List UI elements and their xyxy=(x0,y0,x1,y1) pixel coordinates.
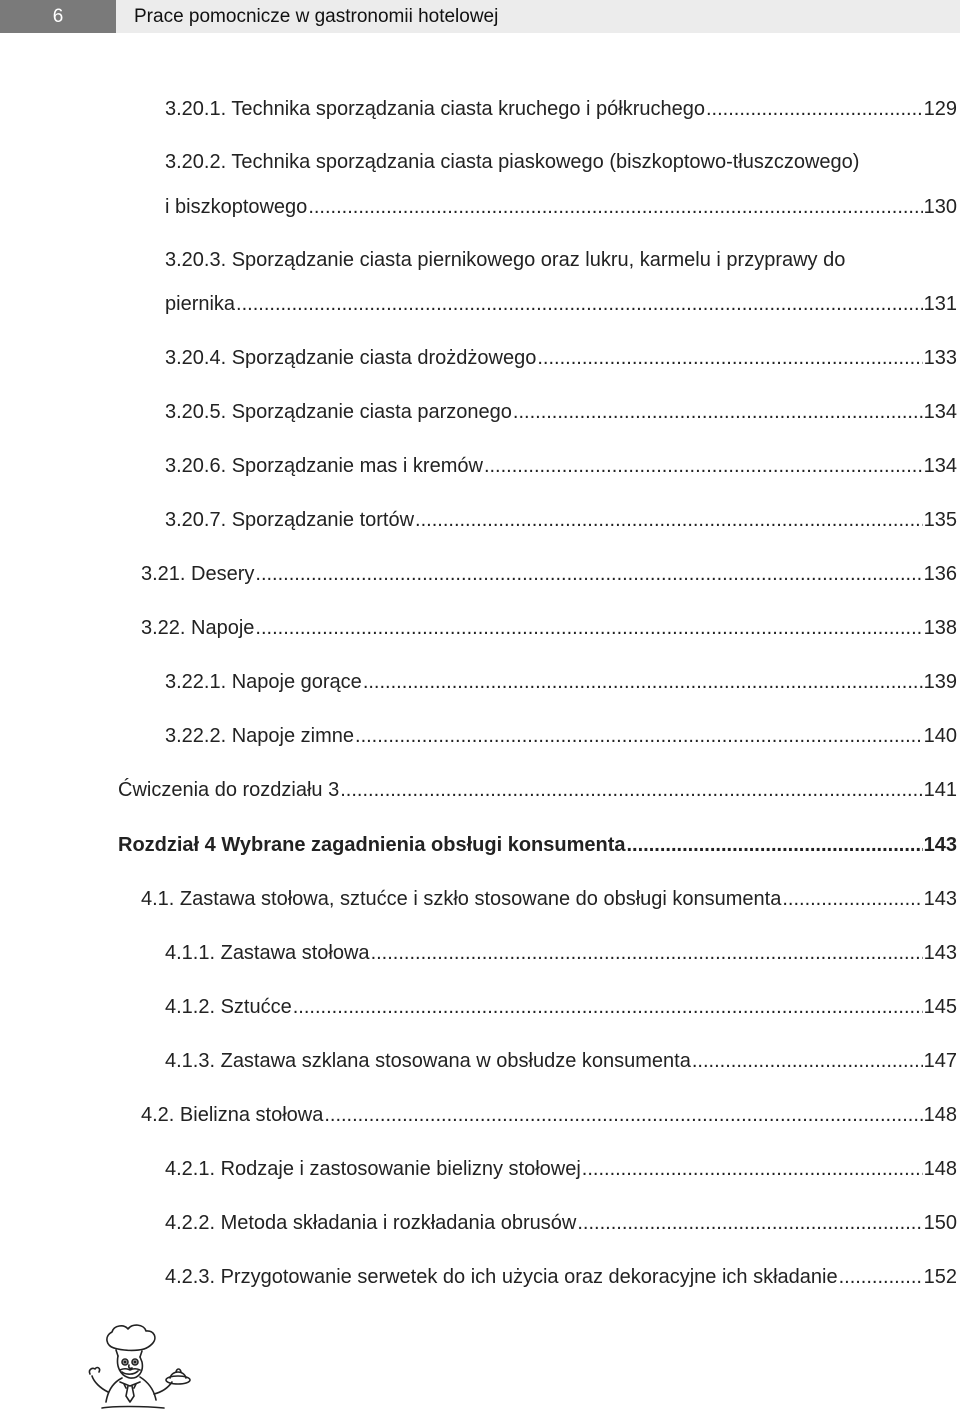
toc-entry-title: piernika xyxy=(165,293,236,315)
toc-entry-page: 140 xyxy=(923,725,957,747)
toc-entry-3-20-3[interactable] xyxy=(165,290,957,318)
dot-leader xyxy=(692,1047,923,1075)
toc-entry-chapter-4[interactable] xyxy=(118,831,957,859)
toc-entry-3-20-2[interactable] xyxy=(165,193,957,221)
toc-entry-3-21[interactable] xyxy=(141,560,957,588)
toc-entry-3-22-2[interactable] xyxy=(165,722,957,750)
toc-entry-page: 143 xyxy=(923,834,957,856)
toc-entry-title: 4.1. Zastawa stołowa, sztućce i szkło stosowane do obsługi konsumenta xyxy=(141,888,782,910)
toc-entry-title: Rozdział 4 Wybrane zagadnienia obsługi konsumenta xyxy=(118,834,626,856)
toc-entry-3-20-4[interactable] xyxy=(165,344,957,372)
toc-entry-4-2-2[interactable] xyxy=(165,1209,957,1237)
toc-entry-page: 143 xyxy=(923,888,957,910)
toc-entry-page: 150 xyxy=(923,1212,957,1234)
dot-leader xyxy=(513,398,923,426)
toc-entry-title: 3.21. Desery xyxy=(141,563,255,585)
toc-entry-3-22-1[interactable] xyxy=(165,668,957,696)
toc-entry-page: 129 xyxy=(923,98,957,120)
dot-leader xyxy=(371,939,923,967)
toc-entry-title: Ćwiczenia do rozdziału 3 xyxy=(118,779,340,801)
toc-entry-page: 147 xyxy=(923,1050,957,1072)
toc-entry-page: 135 xyxy=(923,509,957,531)
toc-entry-page: 139 xyxy=(923,671,957,693)
toc-entry-title: 4.2.1. Rodzaje i zastosowanie bielizny stołowej xyxy=(165,1158,581,1180)
toc-entry-3-20-2-line1[interactable]: 3.20.2. Technika sporządzania ciasta piaskowego (biszkoptowo-tłuszczowego) xyxy=(165,151,860,173)
dot-leader xyxy=(308,193,922,221)
toc-entry-title: 4.2. Bielizna stołowa xyxy=(141,1104,324,1126)
toc-entry-4-2[interactable] xyxy=(141,1101,957,1129)
dot-leader xyxy=(782,885,922,913)
toc-entry-title: 3.20.6. Sporządzanie mas i kremów xyxy=(165,455,483,477)
toc-entry-title: 4.1.1. Zastawa stołowa xyxy=(165,942,370,964)
toc-entry-4-2-1[interactable] xyxy=(165,1155,957,1183)
toc-entry-page: 131 xyxy=(923,293,957,315)
dot-leader xyxy=(340,776,922,804)
dot-leader xyxy=(484,452,923,480)
toc-entry-page: 136 xyxy=(923,563,957,585)
toc-entry-3-20-5[interactable] xyxy=(165,398,957,426)
dot-leader xyxy=(415,506,923,534)
toc-entry-title: 4.2.3. Przygotowanie serwetek do ich użycia oraz dekoracyjne ich składanie xyxy=(165,1266,838,1288)
toc-entry-page: 152 xyxy=(923,1266,957,1288)
dot-leader xyxy=(839,1263,923,1291)
toc-entry-4-1-1[interactable] xyxy=(165,939,957,967)
toc-entry-4-1-2[interactable] xyxy=(165,993,957,1021)
toc-entry-3-20-3-line1[interactable]: 3.20.3. Sporządzanie ciasta piernikowego oraz lukru, karmelu i przyprawy do xyxy=(165,249,846,271)
page-number: 6 xyxy=(0,0,116,33)
toc-entry-3-20-7[interactable] xyxy=(165,506,957,534)
toc-entry-page: 143 xyxy=(923,942,957,964)
dot-leader xyxy=(293,993,923,1021)
toc-entry-title: 4.1.2. Sztućce xyxy=(165,996,292,1018)
dot-leader xyxy=(363,668,923,696)
toc-entry-4-1[interactable] xyxy=(141,885,957,913)
toc-entry-title: 4.2.2. Metoda składania i rozkładania obrusów xyxy=(165,1212,577,1234)
toc-entry-page: 145 xyxy=(923,996,957,1018)
toc-entry-title: i biszkoptowego xyxy=(165,196,308,218)
toc-entry-title: 3.20.5. Sporządzanie ciasta parzonego xyxy=(165,401,512,423)
dot-leader xyxy=(324,1101,922,1129)
toc-entry-title: 3.22.1. Napoje gorące xyxy=(165,671,362,693)
toc-entry-title: 4.1.3. Zastawa szklana stosowana w obsłudze konsumenta xyxy=(165,1050,691,1072)
toc-entry-title: 3.20.4. Sporządzanie ciasta drożdżowego xyxy=(165,347,537,369)
toc-entry-title: 3.22.2. Napoje zimne xyxy=(165,725,355,747)
dot-leader xyxy=(255,560,922,588)
toc-entry-3-20-6[interactable] xyxy=(165,452,957,480)
toc-entry-title: 3.20.7. Sporządzanie tortów xyxy=(165,509,415,531)
toc-entry-page: 148 xyxy=(923,1158,957,1180)
toc-entry-exercises-3[interactable] xyxy=(118,776,957,804)
chef-cartoon-icon xyxy=(84,1322,194,1411)
dot-leader xyxy=(627,831,923,859)
running-title: Prace pomocnicze w gastronomii hotelowej xyxy=(116,0,960,33)
toc-entry-page: 138 xyxy=(923,617,957,639)
toc-entry-page: 141 xyxy=(923,779,957,801)
dot-leader xyxy=(706,95,923,123)
toc-entry-title: 3.22. Napoje xyxy=(141,617,255,639)
toc-entry-4-2-3[interactable] xyxy=(165,1263,957,1291)
toc-entry-page: 133 xyxy=(923,347,957,369)
toc-entry-page: 148 xyxy=(923,1104,957,1126)
dot-leader xyxy=(537,344,922,372)
toc-entry-title: 3.20.1. Technika sporządzania ciasta kruchego i półkruchego xyxy=(165,98,705,120)
toc-entry-page: 134 xyxy=(923,455,957,477)
dot-leader xyxy=(236,290,923,318)
toc-entry-3-20-1[interactable] xyxy=(165,95,957,123)
dot-leader xyxy=(577,1209,922,1237)
toc-entry-4-1-3[interactable] xyxy=(165,1047,957,1075)
toc-entry-page: 134 xyxy=(923,401,957,423)
dot-leader xyxy=(255,614,922,642)
dot-leader xyxy=(582,1155,923,1183)
toc-entry-page: 130 xyxy=(923,196,957,218)
page-header xyxy=(0,0,960,33)
dot-leader xyxy=(355,722,923,750)
toc-entry-3-22[interactable] xyxy=(141,614,957,642)
